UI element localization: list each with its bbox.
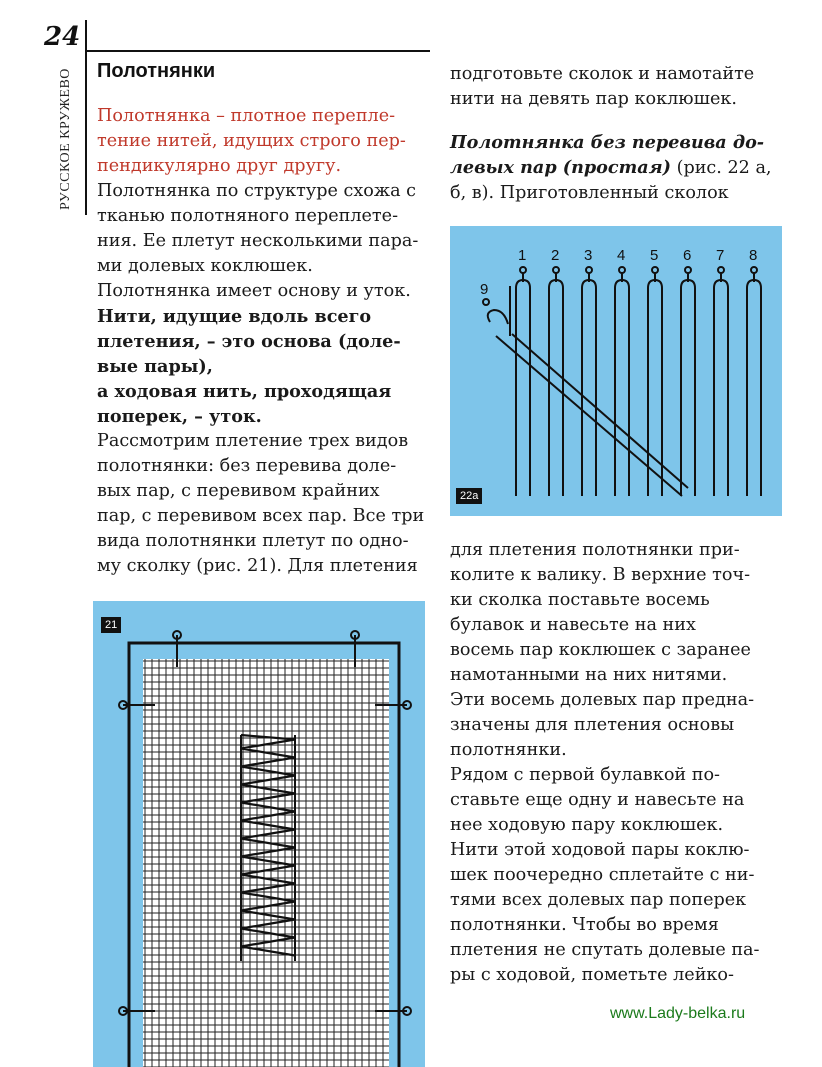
definition-red xyxy=(97,104,427,179)
right-column-bottom xyxy=(450,538,790,988)
text-line: ния. Ее плетут несколькими пара- xyxy=(97,231,419,251)
text-line: намотанными на них нитями. xyxy=(450,665,728,685)
text-line: колите к валику. В верхние точ- xyxy=(450,565,751,585)
text-line: тение нитей, идущих строго пер- xyxy=(97,131,406,151)
text-line: нее ходовую пару коклюшек. xyxy=(450,815,724,835)
pin-icon xyxy=(619,267,625,273)
subheading-ref: (рис. 22 а, xyxy=(670,158,772,178)
pin-icon xyxy=(586,267,592,273)
pin-icon xyxy=(751,267,757,273)
text-line: значены для плетения основы xyxy=(450,715,735,735)
text-line: ми долевых коклюшек. xyxy=(97,256,313,276)
text-line: ры с ходовой, пометьте лейко- xyxy=(450,965,734,985)
text-line: вида полотнянки плетут по одно- xyxy=(97,531,409,551)
text-line: тканью полотняного переплете- xyxy=(97,206,399,226)
text-line: тями всех долевых пар поперек xyxy=(450,890,747,910)
page-number: 24 xyxy=(44,22,81,52)
figure-21-drawing xyxy=(93,601,425,1067)
bold-definition xyxy=(97,304,427,429)
pin-icon xyxy=(685,267,691,273)
text-line: поперек, – уток. xyxy=(97,406,262,427)
text-line: Полотнянка по структуре схожа с xyxy=(97,181,417,201)
pair-number: 9 xyxy=(480,281,489,298)
pair-number: 8 xyxy=(749,247,758,264)
subheading: Полотнянка без перевива до- xyxy=(450,132,765,153)
footer-url[interactable]: www.Lady-belka.ru xyxy=(610,1005,746,1022)
warp-pair xyxy=(615,280,629,496)
text-line: пар, с перевивом всех пар. Все три xyxy=(97,506,425,526)
working-pair-loop xyxy=(488,310,508,324)
running-head-text: РУССКОЕ КРУЖЕВО xyxy=(58,68,73,210)
subheading-italic: левых пар (простая) xyxy=(450,157,671,178)
header-horizontal-rule xyxy=(85,50,430,52)
figure-22a xyxy=(450,226,782,516)
text-line: булавок и навесьте на них xyxy=(450,615,696,635)
pin-icon xyxy=(520,267,526,273)
text-line: Нити этой ходовой пары коклю- xyxy=(450,840,750,860)
section-heading: Полотнянки xyxy=(97,60,216,82)
pair-number: 1 xyxy=(518,247,527,264)
figure-label: 21 xyxy=(101,617,121,633)
working-thread xyxy=(496,336,682,496)
text-line: му сколку (рис. 21). Для плетения xyxy=(97,556,418,576)
text-line: Эти восемь долевых пар предна- xyxy=(450,690,755,710)
text-line: Полотнянка – плотное перепле- xyxy=(97,106,396,126)
warp-pair xyxy=(681,280,695,496)
subheading-line-2 xyxy=(450,155,780,181)
text-line: ки сколка поставьте восемь xyxy=(450,590,710,610)
pair-number: 6 xyxy=(683,247,692,264)
figure-22a-drawing xyxy=(450,226,782,516)
warp-pair xyxy=(714,280,728,496)
pair-number: 5 xyxy=(650,247,659,264)
text-line: плетения, – это основа (доле- xyxy=(97,331,401,352)
running-head xyxy=(58,70,84,210)
text-line: Полотнянка имеет основу и уток. xyxy=(97,281,411,301)
text-line: ставьте еще одну и навесьте на xyxy=(450,790,745,810)
right-column-top xyxy=(450,62,780,206)
text-line: плетения не спутать долевые па- xyxy=(450,940,760,960)
figure-21 xyxy=(93,601,425,1067)
pair-number: 2 xyxy=(551,247,560,264)
text-line: нити на девять пар коклюшек. xyxy=(450,89,737,109)
pair-number: 3 xyxy=(584,247,593,264)
text-line: шек поочередно сплетайте с ни- xyxy=(450,865,755,885)
text-line: восемь пар коклюшек с заранее xyxy=(450,640,751,660)
text-line: подготовьте сколок и намотайте xyxy=(450,64,755,84)
text-line: полотнянки: без перевива доле- xyxy=(97,456,397,476)
warp-pair xyxy=(747,280,761,496)
warp-pair xyxy=(582,280,596,496)
pair-number: 7 xyxy=(716,247,725,264)
text-line: а ходовая нить, проходящая xyxy=(97,381,392,402)
pair-number: 4 xyxy=(617,247,626,264)
text-line: для плетения полотнянки при- xyxy=(450,540,740,560)
text-line: Рассмотрим плетение трех видов xyxy=(97,431,409,451)
warp-pair xyxy=(516,280,530,496)
pin-icon xyxy=(652,267,658,273)
text-line: Рядом с первой булавкой по- xyxy=(450,765,720,785)
text-line: вые пары), xyxy=(97,356,213,377)
left-column xyxy=(97,58,427,579)
pin-icon xyxy=(718,267,724,273)
text-line: Нити, идущие вдоль всего xyxy=(97,306,372,327)
figure-label: 22а xyxy=(456,488,482,504)
text-line: б, в). Приготовленный сколок xyxy=(450,183,729,203)
text-line: полотнянки. xyxy=(450,740,567,760)
pin-icon xyxy=(553,267,559,273)
text-line: полотнянки. Чтобы во время xyxy=(450,915,719,935)
text-line: вых пар, с перевивом крайних xyxy=(97,481,380,501)
text-line: пендикулярно друг другу. xyxy=(97,156,342,176)
pin-icon xyxy=(483,299,489,305)
